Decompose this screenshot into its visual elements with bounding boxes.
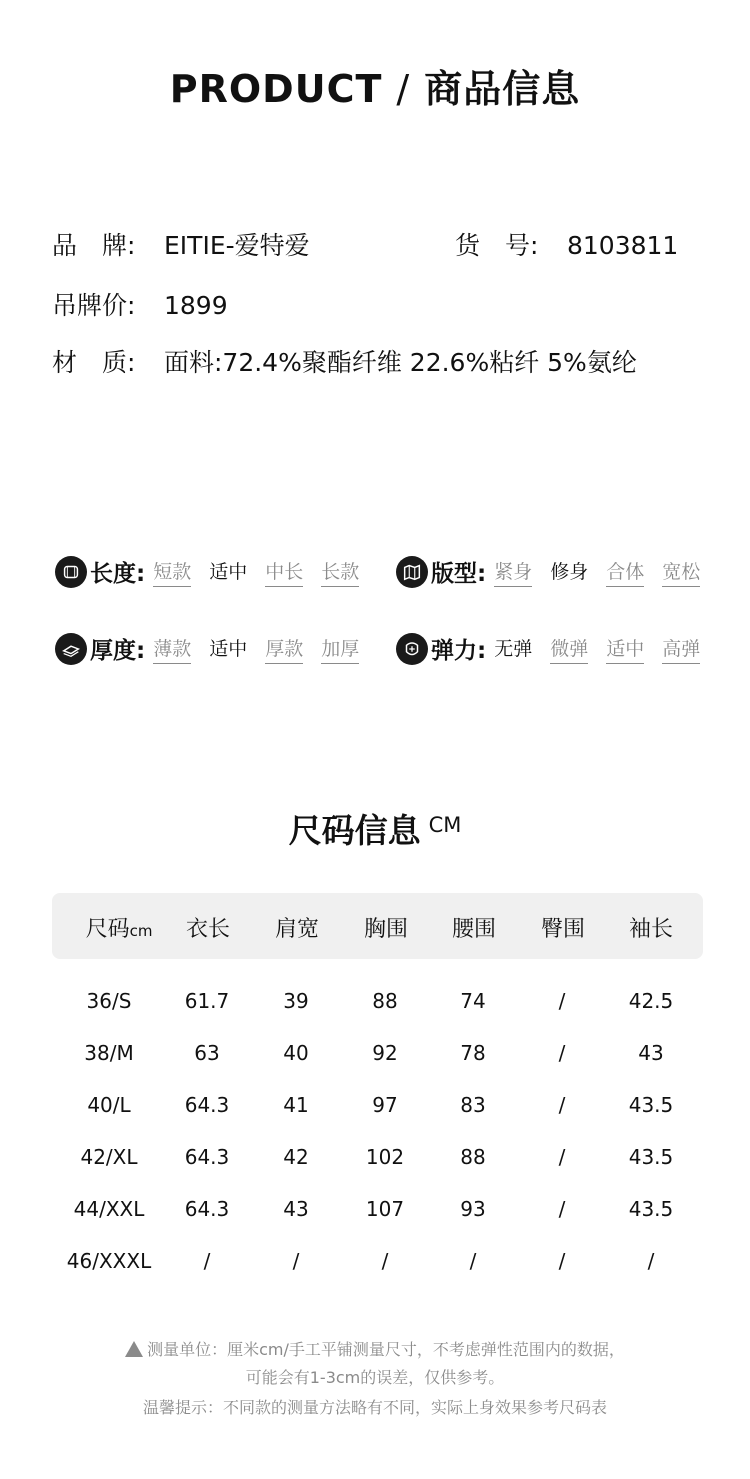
- page-title: [0, 58, 750, 113]
- size-info-heading: 尺码信息: [288, 811, 421, 850]
- layers-icon: [55, 633, 87, 665]
- header-cell: 臀围: [540, 917, 585, 942]
- thickness-option: 厚款: [265, 634, 303, 664]
- elasticity-label: 弹力:: [431, 638, 487, 664]
- price-value: 1899: [164, 291, 228, 320]
- table-row: [52, 1249, 703, 1279]
- table-cell: /: [381, 1249, 389, 1273]
- info-material: [52, 343, 637, 379]
- table-cell: /: [558, 1145, 566, 1169]
- info-brand: [52, 226, 310, 262]
- table-cell: 107: [365, 1197, 405, 1221]
- brand-label: 品 牌:: [52, 231, 136, 260]
- thickness-option: 加厚: [321, 634, 359, 664]
- info-price: [52, 286, 228, 322]
- table-cell: 40: [283, 1041, 309, 1065]
- table-row: [52, 1093, 703, 1123]
- artno-value: 8103811: [567, 231, 679, 260]
- table-cell: 36/S: [86, 989, 132, 1013]
- elasticity-option-selected: 无弹: [494, 637, 533, 660]
- table-cell: 44/XXL: [73, 1197, 145, 1221]
- table-cell: 42.5: [628, 989, 674, 1013]
- table-cell: 40/L: [87, 1093, 131, 1117]
- material-label: 材 质:: [52, 348, 136, 377]
- fit-option: 合体: [606, 557, 644, 587]
- attr-fit: [396, 555, 700, 588]
- thickness-option-selected: 适中: [209, 637, 248, 660]
- note-line-2: 可能会有1-3cm的误差，仅供参考。: [245, 1368, 505, 1387]
- attr-length: [55, 555, 359, 588]
- header-cell: 袖长: [628, 917, 673, 942]
- table-cell: 88: [372, 989, 398, 1013]
- attr-thickness: [55, 632, 359, 665]
- table-cell: 64.3: [184, 1145, 230, 1169]
- table-cell: 43.5: [628, 1093, 674, 1117]
- table-cell: /: [647, 1249, 655, 1273]
- table-cell: 41: [283, 1093, 309, 1117]
- table-cell: 43: [283, 1197, 309, 1221]
- header-unit: cm: [129, 922, 153, 940]
- length-option-selected: 适中: [209, 560, 248, 583]
- table-cell: 38/M: [84, 1041, 134, 1065]
- length-option: 长款: [321, 557, 359, 587]
- size-table-header: [52, 893, 703, 959]
- table-cell: 97: [372, 1093, 398, 1117]
- table-cell: 43.5: [628, 1145, 674, 1169]
- length-option: 中长: [265, 557, 303, 587]
- table-cell: 92: [372, 1041, 398, 1065]
- header-cell: 肩宽: [274, 917, 319, 942]
- length-label: 长度:: [90, 561, 146, 587]
- table-cell: 74: [460, 989, 486, 1013]
- table-cell: 61.7: [184, 989, 230, 1013]
- table-cell: 63: [194, 1041, 220, 1065]
- elasticity-option: 高弹: [662, 634, 700, 664]
- elasticity-option: 微弹: [550, 634, 588, 664]
- brand-value: EITIE-爱特爱: [164, 231, 310, 260]
- table-cell: /: [558, 1093, 566, 1117]
- table-cell: 78: [460, 1041, 486, 1065]
- table-cell: /: [558, 989, 566, 1013]
- title-slash: /: [396, 67, 411, 111]
- table-cell: 88: [460, 1145, 486, 1169]
- table-cell: /: [203, 1249, 211, 1273]
- measurement-note: [0, 1337, 750, 1360]
- length-option: 短款: [153, 557, 191, 587]
- elasticity-option: 适中: [606, 634, 644, 664]
- header-cell: 衣长: [185, 917, 230, 942]
- table-cell: /: [558, 1249, 566, 1273]
- table-cell: 83: [460, 1093, 486, 1117]
- title-cn: 商品信息: [424, 67, 581, 111]
- artno-label: 货 号:: [455, 231, 539, 260]
- table-row: [52, 1197, 703, 1227]
- table-cell: 46/XXXL: [66, 1249, 152, 1273]
- jacket-icon: [55, 556, 87, 588]
- size-info-unit: CM: [428, 813, 462, 837]
- thickness-label: 厚度:: [90, 638, 146, 664]
- header-cell: 腰围: [451, 917, 496, 942]
- fit-option-selected: 修身: [550, 560, 589, 583]
- table-cell: 39: [283, 989, 309, 1013]
- header-cell: 胸围: [363, 917, 408, 942]
- table-cell: 43.5: [628, 1197, 674, 1221]
- table-cell: 64.3: [184, 1197, 230, 1221]
- thickness-option: 薄款: [153, 634, 191, 664]
- size-info-title: [0, 805, 750, 852]
- fold-icon: [396, 556, 428, 588]
- table-row: [52, 1145, 703, 1175]
- table-cell: /: [469, 1249, 477, 1273]
- note-line-1: 测量单位：厘米cm/手工平铺测量尺寸，不考虑弹性范围内的数据，: [147, 1340, 625, 1359]
- price-label: 吊牌价:: [52, 291, 136, 320]
- table-cell: /: [292, 1249, 300, 1273]
- fit-option: 宽松: [662, 557, 700, 587]
- attr-elasticity: [396, 632, 700, 665]
- table-cell: 42/XL: [80, 1145, 138, 1169]
- fit-option: 紧身: [494, 557, 532, 587]
- table-cell: 102: [365, 1145, 405, 1169]
- table-cell: 42: [283, 1145, 309, 1169]
- tip-note: 温馨提示：不同款的测量方法略有不同，实际上身效果参考尺码表: [142, 1398, 607, 1417]
- table-row: [52, 989, 703, 1019]
- table-cell: 93: [460, 1197, 486, 1221]
- material-value: 面料:72.4%聚酯纤维 22.6%粘纤 5%氨纶: [164, 348, 637, 377]
- fit-label: 版型:: [431, 561, 487, 587]
- table-cell: /: [558, 1041, 566, 1065]
- table-cell: /: [558, 1197, 566, 1221]
- header-cell-size: 尺码cm: [85, 917, 153, 942]
- warning-icon: [125, 1341, 143, 1357]
- table-cell: 64.3: [184, 1093, 230, 1117]
- stretch-icon: [396, 633, 428, 665]
- table-cell: 43: [638, 1041, 664, 1065]
- info-artno: [455, 226, 678, 262]
- title-en: PRODUCT: [169, 67, 383, 111]
- table-row: [52, 1041, 703, 1071]
